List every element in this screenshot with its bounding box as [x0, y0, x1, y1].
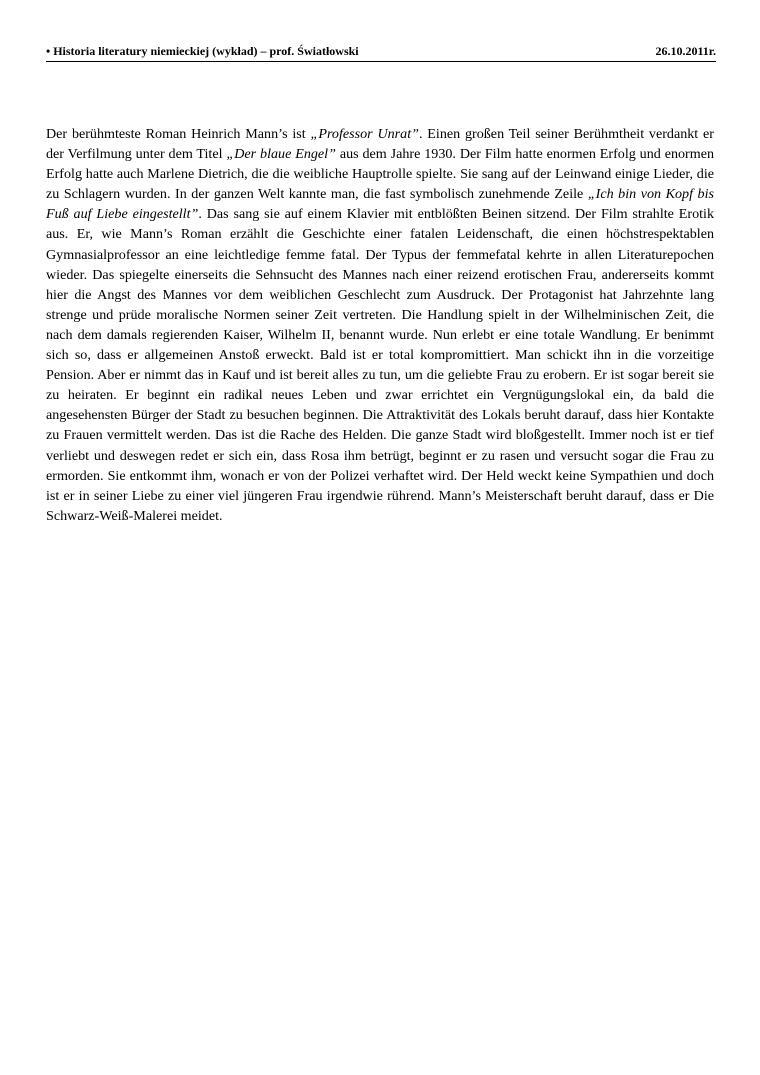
- italic-title-professor-unrat: „Professor Unrat”: [310, 126, 419, 142]
- body-paragraph: [46, 124, 714, 526]
- header-course-title: • Historia literatury niemieckiej (wykład) – prof. Światłowski: [46, 44, 359, 58]
- header-date: 26.10.2011r.: [655, 44, 716, 58]
- text-segment: . Das sang sie auf einem Klavier mit entblößten Beinen sitzend. Der Film strahlte Erotik aus. Er, wie Mann’s Roman erzählt die Geschichte einer fatalen Leidenschaft, die einen höchstrespektablen Gymnasialprofessor an eine leichtledige femme fatal. Der Typus der femmefatal kehrte in allen Literaturepochen wieder. Das spiegelte einerseits die Sehnsucht des Mannes nach einer reizend erotischen Frau, andererseits kommt hier die Angst des Mannes vor dem weiblichen Geschlecht zum Ausdruck. Der Protagonist hat Jahrzehnte lang strenge und prüde moralische Normen seiner Zeit vertreten. Die Handlung spielt in der Wilhelminischen Zeit, die nach dem damals regierenden Kaiser, Wilhelm II, benannt wurde. Nun erlebt er eine totale Wandlung. Er benimmt sich so, dass er allgemeinen Anstoß erweckt. Bald ist er total kompromittiert. Man schickt ihn in die vorzeitige Pension. Aber er nimmt das in Kauf und ist bereit alles zu tun, um die geliebte Frau zu erobern. Er ist sogar bereit sie zu heiraten. Er beginnt ein radikal neues Leben und zwar errichtet ein Vergnügungslokal ein, da bald die angesehensten Bürger der Stadt zu besuchen beginnen. Die Attraktivität des Lokals beruht darauf, dass hier Kontakte zu Frauen vermittelt werden. Das ist die Rache des Helden. Die ganze Stadt wird bloßgestellt. Immer noch ist er tief verliebt und deswegen redet er sich ein, dass Rosa ihm betrügt, beginnt er zu rasen und versucht sogar die Frau zu ermorden. Sie entkommt ihm, wonach er von der Polizei verhaftet wird. Der Held weckt keine Sympathien und doch ist er in seiner Liebe zu einer viel jüngeren Frau irgendwie rührend. Mann’s Meisterschaft beruht darauf, dass er Die Schwarz-Weiß-Malerei meidet.: [46, 206, 714, 524]
- text-segment: . Einen großen Teil seiner Berühmtheit verdankt er der Verfilmung unter dem Titel: [46, 126, 714, 163]
- italic-song-line: „Ich bin von Kopf bis Fuß auf Liebe eingestellt”: [46, 186, 714, 223]
- text-segment: Der berühmteste Roman Heinrich Mann’s ist: [46, 126, 311, 142]
- page-header: [46, 44, 716, 62]
- text-segment: aus dem Jahre 1930. Der Film hatte enormen Erfolg und enormen Erfolg hatte auch Marlene Dietrich, die die weibliche Hauptrolle spielte. Sie sang auf der Leinwand einige Lieder, die zu Schlagern wurden. In der ganzen Welt kannte man, die fast symbolisch zunehmende Zeile: [46, 146, 715, 203]
- italic-title-der-blaue-engel: „Der blaue Engel”: [226, 146, 336, 163]
